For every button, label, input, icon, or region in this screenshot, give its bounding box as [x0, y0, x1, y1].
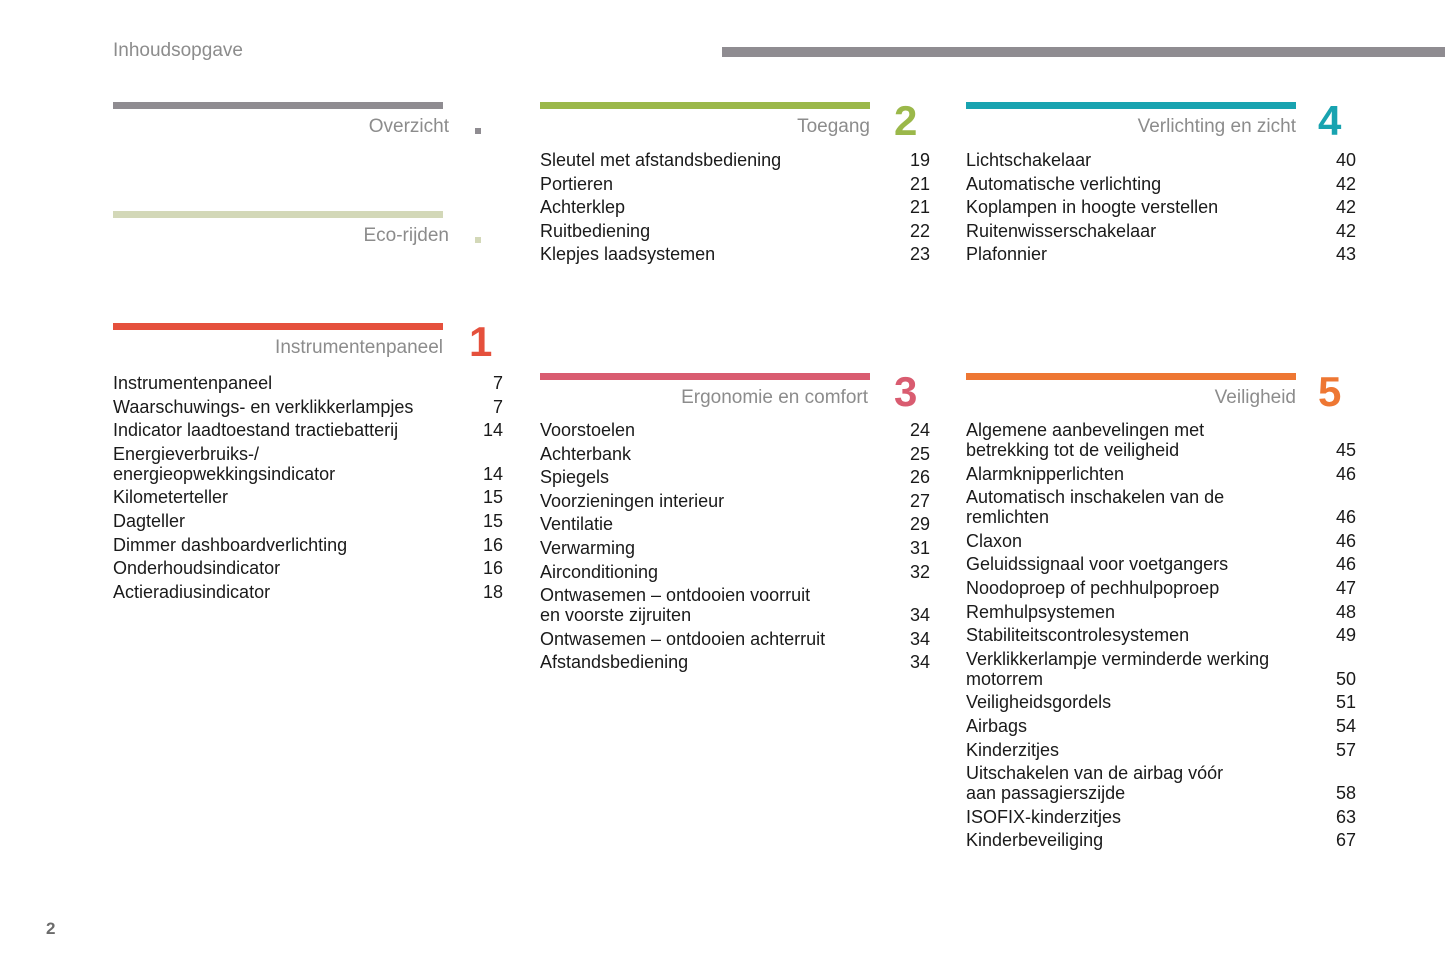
section-number: 4 — [1318, 97, 1342, 144]
section-number: 5 — [1318, 368, 1342, 415]
toc-entry[interactable] — [540, 629, 930, 649]
toc-entry-page: 49 — [1335, 625, 1356, 646]
toc-entry[interactable] — [113, 511, 503, 531]
toc-entry-page: 23 — [909, 244, 930, 265]
toc-entry[interactable] — [540, 585, 930, 625]
toc-entry-label: Claxon — [966, 530, 1023, 551]
toc-entry[interactable] — [113, 420, 503, 440]
toc-entry[interactable] — [113, 444, 503, 484]
toc-entry-label: Kilometerteller — [113, 487, 229, 508]
toc-entry-label: Airbags — [966, 715, 1028, 736]
toc-entry-label: Automatisch inschakelen van de remlichten — [966, 487, 1225, 528]
section-bar — [540, 102, 870, 109]
toc-entry[interactable] — [966, 763, 1356, 803]
toc-entry[interactable] — [113, 558, 503, 578]
toc-entry-label: Afstandsbediening — [540, 652, 689, 673]
toc-entry-page: 40 — [1335, 150, 1356, 170]
toc-entry-label: Instrumentenpaneel — [113, 373, 273, 393]
toc-entry[interactable] — [966, 716, 1356, 736]
toc-entry-label: Veiligheidsgordels — [966, 692, 1112, 713]
toc-entry-label: Kinderzitjes — [966, 739, 1060, 760]
toc-entry[interactable] — [966, 602, 1356, 622]
toc-entry[interactable] — [113, 397, 503, 417]
toc-entry-label: Algemene aanbevelingen met betrekking tot de veiligheid — [966, 420, 1205, 460]
section-title: Ergonomie en comfort — [681, 387, 868, 408]
toc-entry-page: 42 — [1335, 173, 1356, 194]
toc-entry-page: 34 — [909, 605, 930, 626]
toc-entry-page: 29 — [909, 514, 930, 535]
toc-entry[interactable] — [966, 150, 1356, 170]
section-bar — [540, 373, 870, 380]
header-bar — [722, 47, 1445, 57]
toc-entry-label: Airconditioning — [540, 561, 659, 582]
toc-entry-page: 42 — [1335, 197, 1356, 218]
toc-entry-page: 46 — [1335, 530, 1356, 551]
toc-entry[interactable] — [966, 487, 1356, 527]
toc-entry[interactable] — [540, 221, 930, 241]
toc-entry[interactable] — [966, 807, 1356, 827]
section-bar — [966, 373, 1296, 380]
toc-entry-page: 32 — [909, 561, 930, 582]
toc-list — [966, 420, 1356, 854]
toc-entry-page: 51 — [1335, 692, 1356, 713]
toc-entry-label: Dagteller — [113, 510, 186, 531]
section-bar — [113, 102, 443, 109]
toc-entry-page: 46 — [1335, 554, 1356, 575]
toc-entry-label: Ruitbediening — [540, 220, 651, 241]
toc-entry[interactable] — [966, 740, 1356, 760]
toc-entry[interactable] — [966, 692, 1356, 712]
toc-entry-page: 21 — [909, 173, 930, 194]
toc-entry-label: Voorzieningen interieur — [540, 490, 725, 511]
toc-entry[interactable] — [540, 514, 930, 534]
toc-entry-label: Uitschakelen van de airbag vóór aan passagierszijde — [966, 763, 1224, 804]
toc-entry-page: 16 — [482, 558, 503, 579]
toc-entry-page: 46 — [1335, 507, 1356, 528]
toc-entry-label: Noodoproep of pechhulpoproep — [966, 577, 1220, 598]
toc-entry-page: 63 — [1335, 806, 1356, 827]
toc-entry-label: Stabiliteitscontrolesystemen — [966, 625, 1190, 646]
section-number: 3 — [894, 368, 918, 415]
toc-entry[interactable] — [966, 221, 1356, 241]
toc-entry[interactable] — [966, 244, 1356, 264]
toc-entry-page: 27 — [909, 490, 930, 511]
section-number: 1 — [469, 318, 493, 365]
toc-entry[interactable] — [966, 174, 1356, 194]
page-title: Inhoudsopgave — [113, 40, 243, 61]
toc-entry-label: Verklikkerlampje verminderde werking motorrem — [966, 648, 1270, 689]
toc-entry[interactable] — [966, 554, 1356, 574]
toc-entry[interactable] — [966, 420, 1356, 460]
toc-entry-label: Klepjes laadsystemen — [540, 244, 716, 265]
toc-entry-page: 7 — [492, 396, 503, 417]
section-marker — [475, 237, 481, 243]
toc-entry-page: 24 — [909, 420, 930, 440]
toc-list — [540, 420, 930, 676]
section-bar — [113, 211, 443, 218]
section-title[interactable]: Eco-rijden — [363, 225, 449, 246]
toc-entry-page: 16 — [482, 534, 503, 555]
toc-entry-label: Onderhoudsindicator — [113, 558, 281, 579]
toc-entry-label: Remhulpsystemen — [966, 601, 1116, 622]
toc-entry-page: 31 — [909, 537, 930, 558]
toc-entry-label: Koplampen in hoogte verstellen — [966, 197, 1219, 218]
toc-entry[interactable] — [540, 420, 930, 440]
toc-entry-page: 34 — [909, 628, 930, 649]
toc-entry[interactable] — [966, 197, 1356, 217]
toc-entry[interactable] — [540, 197, 930, 217]
toc-entry-label: Portieren — [540, 173, 614, 194]
toc-entry-page: 26 — [909, 467, 930, 488]
toc-entry-page: 45 — [1335, 440, 1356, 460]
section-title: Veiligheid — [1214, 387, 1296, 408]
toc-entry-page: 54 — [1335, 715, 1356, 736]
toc-entry-label: Verwarming — [540, 537, 636, 558]
toc-entry[interactable] — [540, 467, 930, 487]
toc-entry[interactable] — [966, 625, 1356, 645]
section-bar — [113, 323, 443, 330]
toc-entry-page: 43 — [1335, 244, 1356, 265]
section-number: 2 — [894, 97, 918, 144]
toc-entry[interactable] — [540, 444, 930, 464]
toc-entry-label: Energieverbruiks-/ energieopwekkingsindicator — [113, 443, 336, 484]
toc-entry-page: 34 — [909, 652, 930, 673]
toc-entry[interactable] — [540, 244, 930, 264]
toc-entry[interactable] — [113, 373, 503, 393]
toc-list — [540, 150, 930, 268]
toc-entry-label: Actieradiusindicator — [113, 581, 271, 602]
section-title[interactable]: Overzicht — [368, 116, 449, 137]
toc-entry-label: Ontwasemen – ontdooien achterruit — [540, 628, 826, 649]
toc-entry-page: 15 — [482, 510, 503, 531]
toc-list — [113, 373, 503, 605]
toc-entry-label: Alarmknipperlichten — [966, 463, 1125, 484]
toc-entry-label: Dimmer dashboardverlichting — [113, 534, 348, 555]
toc-entry[interactable] — [966, 830, 1356, 850]
toc-entry-label: Sleutel met afstandsbediening — [540, 150, 782, 170]
toc-entry[interactable] — [113, 487, 503, 507]
toc-entry-page: 25 — [909, 443, 930, 464]
toc-entry-label: Achterbank — [540, 443, 632, 464]
toc-entry[interactable] — [113, 535, 503, 555]
toc-entry[interactable] — [540, 538, 930, 558]
toc-entry-label: Plafonnier — [966, 244, 1048, 265]
toc-list — [966, 150, 1356, 268]
toc-entry-page: 47 — [1335, 577, 1356, 598]
toc-entry-page: 14 — [482, 420, 503, 441]
section-marker — [475, 128, 481, 134]
section-title: Verlichting en zicht — [1137, 116, 1296, 137]
toc-entry[interactable] — [966, 649, 1356, 689]
toc-entry-page: 67 — [1335, 830, 1356, 851]
toc-entry-page: 50 — [1335, 668, 1356, 689]
toc-entry[interactable] — [540, 150, 930, 170]
toc-entry[interactable] — [540, 652, 930, 672]
toc-entry-page: 42 — [1335, 220, 1356, 241]
toc-entry[interactable] — [966, 464, 1356, 484]
toc-entry-label: Ontwasemen – ontdooien voorruit en voorste zijruiten — [540, 585, 811, 626]
toc-entry-page: 48 — [1335, 601, 1356, 622]
toc-entry[interactable] — [966, 531, 1356, 551]
toc-entry-label: Lichtschakelaar — [966, 150, 1092, 170]
toc-entry-page: 57 — [1335, 739, 1356, 760]
toc-entry[interactable] — [966, 578, 1356, 598]
toc-entry-page: 19 — [909, 150, 930, 170]
toc-entry-page: 46 — [1335, 463, 1356, 484]
section-title: Toegang — [797, 116, 870, 137]
toc-entry-page: 21 — [909, 197, 930, 218]
section-title: Instrumentenpaneel — [275, 337, 443, 358]
toc-entry-label: Spiegels — [540, 467, 610, 488]
toc-entry-label: Ventilatie — [540, 514, 614, 535]
toc-entry-page: 14 — [482, 463, 503, 484]
toc-entry-label: ISOFIX-kinderzitjes — [966, 806, 1122, 827]
toc-entry-page: 15 — [482, 487, 503, 508]
toc-entry-label: Geluidssignaal voor voetgangers — [966, 554, 1229, 575]
page-number: 2 — [46, 919, 56, 938]
toc-entry[interactable] — [113, 582, 503, 602]
toc-entry-page: 7 — [492, 373, 503, 393]
toc-entry-label: Achterklep — [540, 197, 626, 218]
toc-entry-page: 22 — [909, 220, 930, 241]
toc-entry-label: Indicator laadtoestand tractiebatterij — [113, 420, 399, 441]
toc-entry-label: Ruitenwisserschakelaar — [966, 220, 1157, 241]
toc-entry[interactable] — [540, 562, 930, 582]
toc-entry[interactable] — [540, 491, 930, 511]
toc-entry[interactable] — [540, 174, 930, 194]
toc-entry-label: Waarschuwings- en verklikkerlampjes — [113, 396, 414, 417]
toc-entry-label: Kinderbeveiliging — [966, 830, 1104, 851]
toc-entry-page: 58 — [1335, 783, 1356, 804]
section-bar — [966, 102, 1296, 109]
toc-entry-page: 18 — [482, 581, 503, 602]
toc-entry-label: Voorstoelen — [540, 420, 636, 440]
toc-entry-label: Automatische verlichting — [966, 173, 1162, 194]
